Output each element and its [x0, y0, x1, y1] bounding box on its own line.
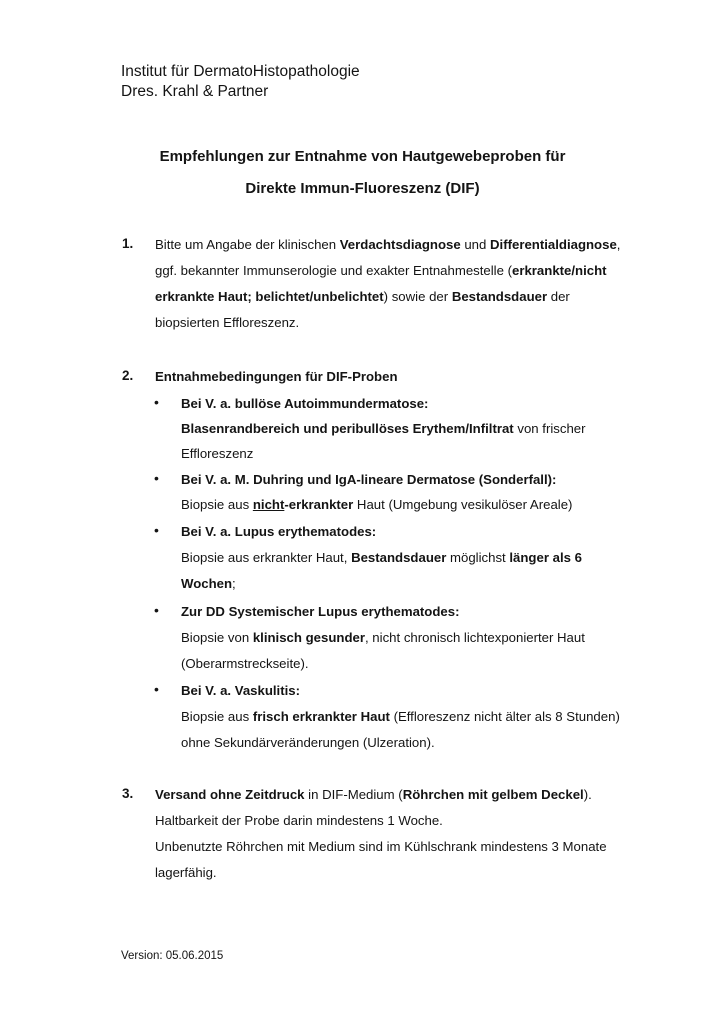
bullet-5-line-1: [181, 709, 620, 724]
section-1-line-1: [155, 237, 620, 252]
text: möglichst: [446, 550, 510, 565]
bullet-1-title: Bei V. a. bullöse Autoimmundermatose:: [181, 396, 429, 411]
section-2-number: 2.: [122, 368, 134, 383]
bold-text: Versand ohne Zeitdruck: [155, 787, 305, 802]
bold-text: klinisch gesunder: [252, 630, 365, 645]
bullet-3-line-1: [181, 550, 582, 565]
bullet-5-line-2: ohne Sekundärveränderungen (Ulzeration).: [181, 735, 435, 750]
section-3-line-4: lagerfähig.: [155, 865, 217, 880]
bullet-2-title: Bei V. a. M. Duhring und IgA-lineare Dermatose (Sonderfall):: [181, 472, 557, 487]
text: ) sowie der: [383, 289, 452, 304]
bullet-3-line-2: [181, 576, 236, 591]
section-3-line-2: Haltbarkeit der Probe darin mindestens 1 Woche.: [155, 813, 443, 828]
section-2-heading: Entnahmebedingungen für DIF-Proben: [155, 369, 398, 384]
bold-text: Wochen: [181, 576, 233, 591]
section-1-line-2: [155, 263, 607, 278]
text: Haut (Umgebung vesikulöser Areale): [353, 497, 573, 512]
bullet-icon: •: [154, 394, 159, 410]
bullet-4-title: Zur DD Systemischer Lupus erythematodes:: [181, 604, 460, 619]
bullet-icon: •: [154, 681, 159, 697]
section-1-line-3: [155, 289, 570, 304]
section-3-line-3: Unbenutzte Röhrchen mit Medium sind im Kühlschrank mindestens 3 Monate: [155, 839, 607, 854]
text: von frischer: [513, 421, 586, 436]
version-footer: Version: 05.06.2015: [121, 950, 224, 962]
bold-text: Blasenrandbereich und peribullöses Erythem/Infiltrat: [181, 421, 514, 436]
bullet-icon: •: [154, 602, 159, 618]
bullet-1-line-1: [181, 421, 586, 436]
text: ;: [232, 576, 236, 591]
bold-text: erkrankte/nicht: [512, 263, 607, 278]
bold-text: frisch erkrankter Haut: [252, 709, 390, 724]
bold-text: länger als 6: [509, 550, 582, 565]
bold-text: Bestandsdauer: [451, 289, 548, 304]
bullet-icon: •: [154, 522, 159, 538]
bullet-2-line-1: [181, 497, 572, 512]
text: Biopsie von: [181, 630, 253, 645]
text: der: [547, 289, 570, 304]
text: in DIF-Medium (: [304, 787, 403, 802]
partners-name: Dres. Krahl & Partner: [121, 83, 269, 100]
bold-text: Bestandsdauer: [351, 550, 447, 565]
document-title-line-2: Direkte Immun-Fluoreszenz (DIF): [245, 180, 480, 197]
bullet-4-line-1: [181, 630, 585, 645]
text: ggf. bekannter Immunserologie und exakter Entnahmestelle (: [155, 263, 512, 278]
text: und: [460, 237, 491, 252]
bold-text: Verdachtsdiagnose: [339, 237, 461, 252]
text: Biopsie aus: [181, 709, 253, 724]
institute-name: Institut für DermatoHistopathologie: [121, 63, 360, 80]
bullet-1-line-2: Effloreszenz: [181, 446, 254, 461]
text: Biopsie aus erkrankter Haut,: [181, 550, 352, 565]
text: ).: [583, 787, 592, 802]
section-3-line-1: [155, 787, 592, 802]
document-title-line-1: Empfehlungen zur Entnahme von Hautgewebeproben für: [159, 148, 566, 165]
text: Bitte um Angabe der klinischen: [155, 237, 340, 252]
text: Biopsie aus: [181, 497, 253, 512]
bold-text: erkrankte Haut; belichtet/unbelichtet: [155, 289, 384, 304]
bullet-5-title: Bei V. a. Vaskulitis:: [181, 683, 300, 698]
section-1-line-4: biopsierten Effloreszenz.: [155, 315, 300, 330]
letterhead: [121, 62, 360, 102]
section-3-number: 3.: [122, 786, 134, 801]
text: , nicht chronisch lichtexponierter Haut: [364, 630, 585, 645]
bold-text: Röhrchen mit gelbem Deckel: [402, 787, 584, 802]
bold-text: -erkrankter: [284, 497, 354, 512]
section-1-number: 1.: [122, 236, 134, 251]
bullet-3-title: Bei V. a. Lupus erythematodes:: [181, 524, 377, 539]
bullet-icon: •: [154, 470, 159, 486]
underlined-text: nicht: [252, 497, 285, 512]
bullet-4-line-2: (Oberarmstreckseite).: [181, 656, 309, 671]
bold-text: Differentialdiagnose: [490, 237, 617, 252]
text: (Effloreszenz nicht älter als 8 Stunden): [389, 709, 620, 724]
text: ,: [616, 237, 621, 252]
